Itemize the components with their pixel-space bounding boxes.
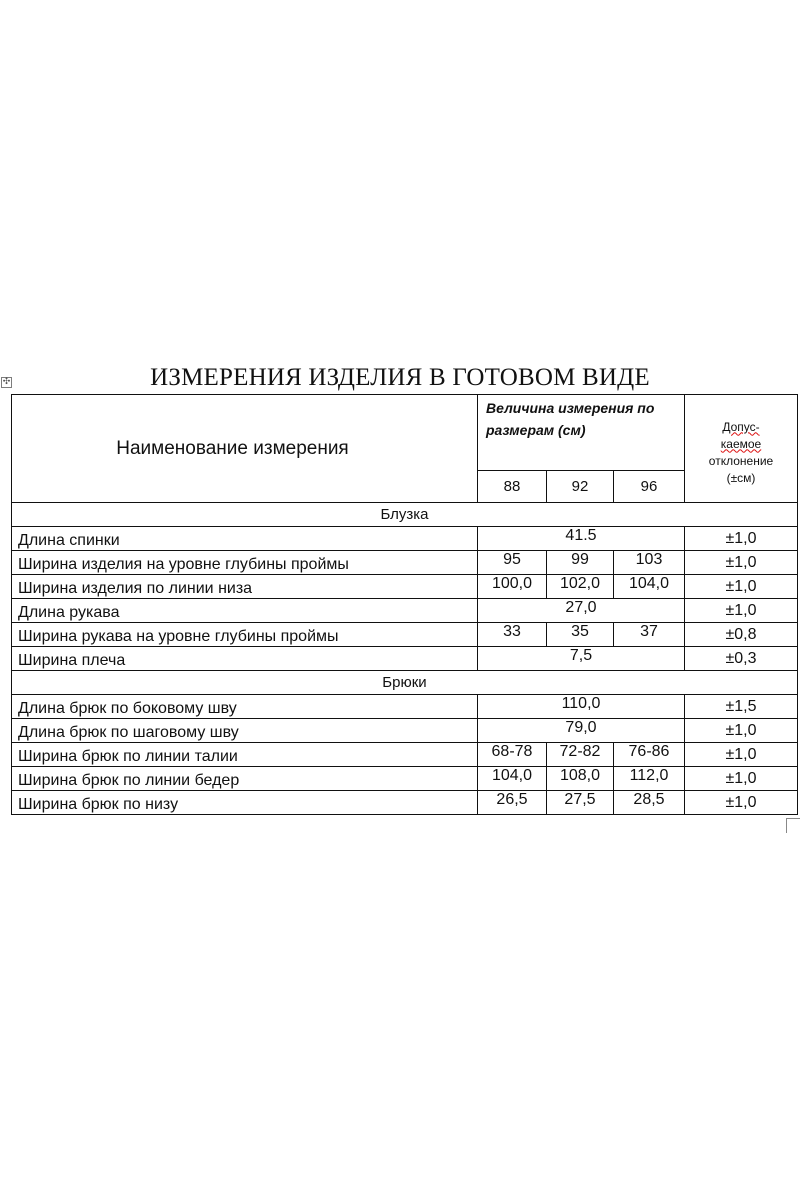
value-cell: 37	[614, 623, 685, 647]
measurement-table	[11, 394, 798, 815]
measurement-name: Ширина изделия на уровне глубины проймы	[12, 551, 478, 575]
measurement-name: Ширина брюк по линии талии	[12, 743, 478, 767]
table-row	[12, 599, 798, 623]
measurement-name: Длина брюк по боковому шву	[12, 695, 478, 719]
value-cell: 76-86	[614, 743, 685, 767]
measurement-name: Ширина изделия по линии низа	[12, 575, 478, 599]
value-cell: 27,5	[547, 791, 614, 815]
table-row	[12, 695, 798, 719]
merged-value-cell: 27,0	[478, 599, 685, 623]
tolerance-header-line4: (±см)	[726, 470, 756, 485]
name-column-header: Наименование измерения	[12, 395, 478, 503]
tolerance-cell: ±1,0	[685, 719, 798, 743]
size-header: 92	[547, 471, 614, 503]
table-move-handle-icon[interactable]: ✣	[2, 377, 11, 387]
tolerance-cell: ±0,8	[685, 623, 798, 647]
measurement-name: Ширина плеча	[12, 647, 478, 671]
section-title: Блузка	[12, 503, 798, 527]
size-group-header: Величина измерения по размерам (см)	[478, 395, 685, 471]
value-cell: 95	[478, 551, 547, 575]
value-cell: 112,0	[614, 767, 685, 791]
size-header: 96	[614, 471, 685, 503]
table-row	[12, 527, 798, 551]
measurement-name: Длина рукава	[12, 599, 478, 623]
page-corner-mark	[786, 818, 800, 833]
value-cell: 28,5	[614, 791, 685, 815]
value-cell: 99	[547, 551, 614, 575]
tolerance-cell: ±1,5	[685, 695, 798, 719]
value-cell: 104,0	[478, 767, 547, 791]
table-row	[12, 647, 798, 671]
value-cell: 26,5	[478, 791, 547, 815]
value-cell: 100,0	[478, 575, 547, 599]
value-cell: 35	[547, 623, 614, 647]
tolerance-cell: ±1,0	[685, 551, 798, 575]
value-cell: 68-78	[478, 743, 547, 767]
table-row	[12, 623, 798, 647]
merged-value-cell: 41.5	[478, 527, 685, 551]
table-row	[12, 743, 798, 767]
value-cell: 104,0	[614, 575, 685, 599]
tolerance-cell: ±1,0	[685, 791, 798, 815]
page-title: ИЗМЕРЕНИЯ ИЗДЕЛИЯ В ГОТОВОМ ВИДЕ	[150, 364, 650, 391]
table-row	[12, 551, 798, 575]
measurement-name: Длина брюк по шаговому шву	[12, 719, 478, 743]
tolerance-cell: ±1,0	[685, 743, 798, 767]
merged-value-cell: 7,5	[478, 647, 685, 671]
merged-value-cell: 110,0	[478, 695, 685, 719]
tolerance-cell: ±1,0	[685, 767, 798, 791]
value-cell: 102,0	[547, 575, 614, 599]
section-title: Брюки	[12, 671, 798, 695]
measurement-name: Ширина рукава на уровне глубины проймы	[12, 623, 478, 647]
tolerance-cell: ±0,3	[685, 647, 798, 671]
measurement-name: Ширина брюк по линии бедер	[12, 767, 478, 791]
tolerance-cell: ±1,0	[685, 575, 798, 599]
section-row	[12, 671, 798, 695]
value-cell: 72-82	[547, 743, 614, 767]
table-row	[12, 719, 798, 743]
table-row	[12, 791, 798, 815]
tolerance-cell: ±1,0	[685, 527, 798, 551]
tolerance-header-line1: Допус-	[722, 419, 760, 434]
section-row	[12, 503, 798, 527]
measurement-name: Ширина брюк по низу	[12, 791, 478, 815]
table-row	[12, 575, 798, 599]
tolerance-header-line2: каемое	[720, 436, 762, 451]
size-header: 88	[478, 471, 547, 503]
tolerance-header	[685, 395, 798, 503]
tolerance-header-line3: отклонение	[708, 453, 774, 468]
measurement-name: Длина спинки	[12, 527, 478, 551]
tolerance-cell: ±1,0	[685, 599, 798, 623]
value-cell: 108,0	[547, 767, 614, 791]
table-row	[12, 767, 798, 791]
merged-value-cell: 79,0	[478, 719, 685, 743]
value-cell: 33	[478, 623, 547, 647]
value-cell: 103	[614, 551, 685, 575]
